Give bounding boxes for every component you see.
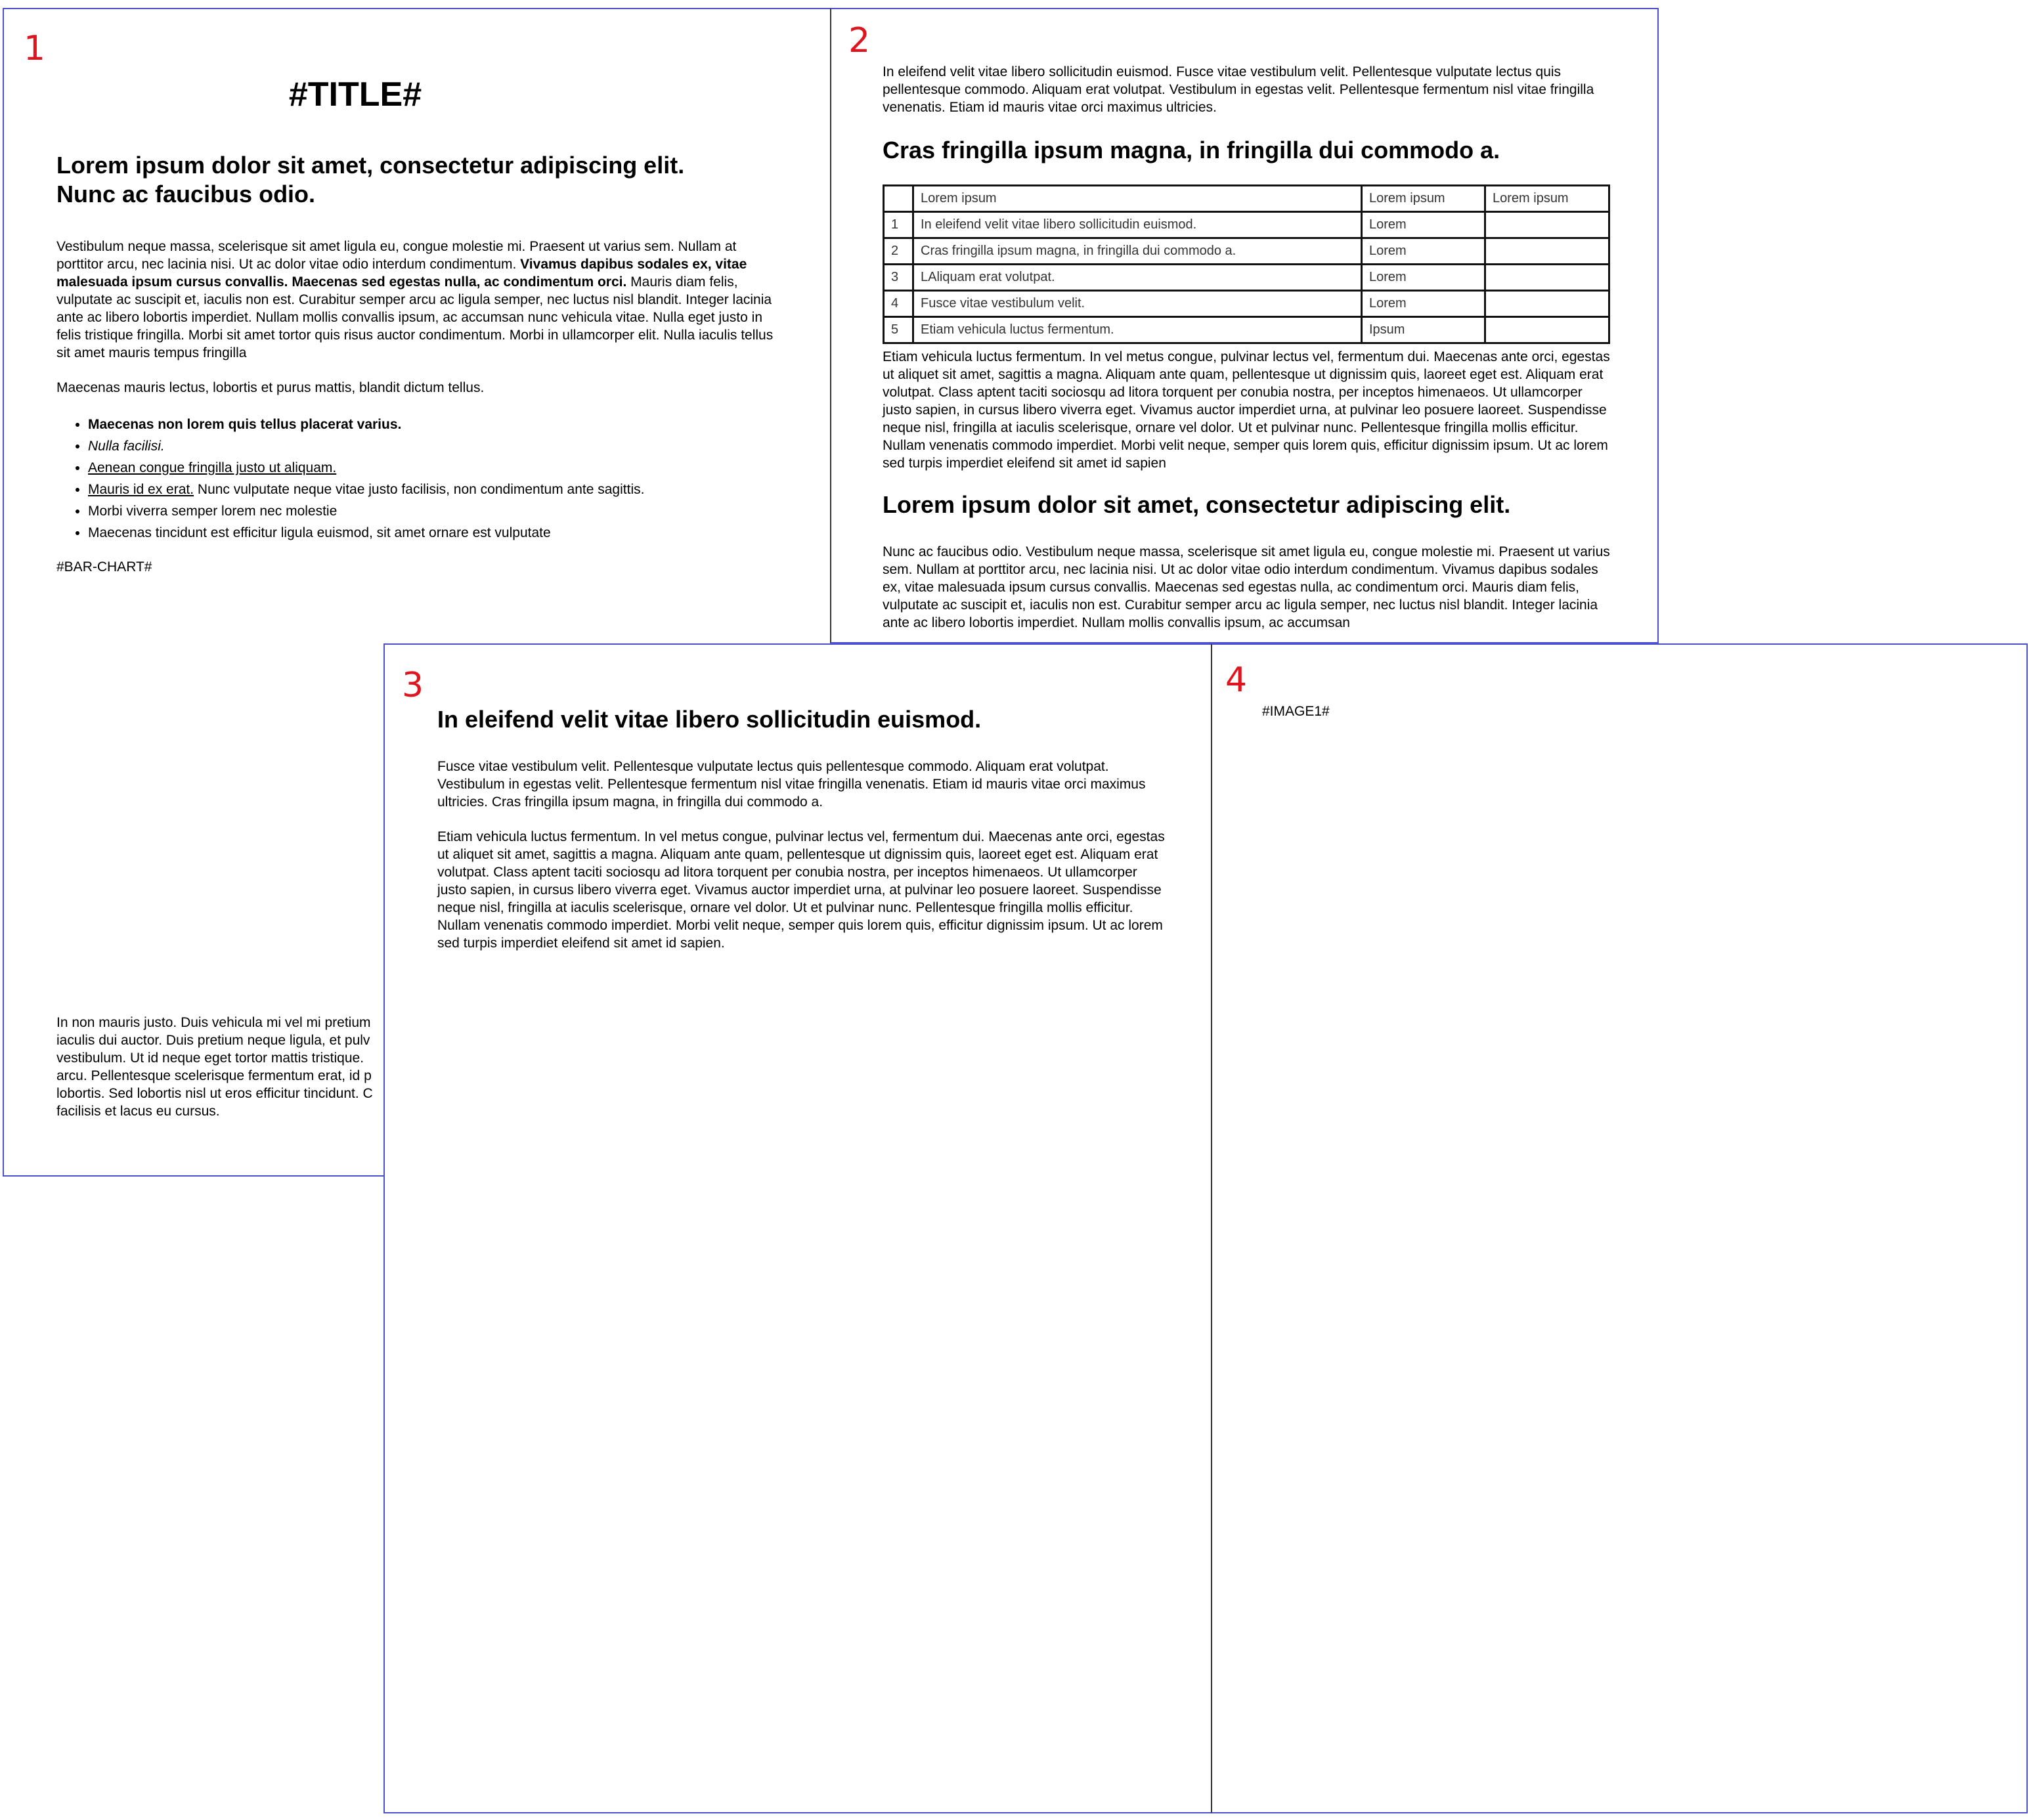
page-1-content — [56, 75, 785, 576]
document-title: #TITLE# — [288, 76, 422, 114]
bar-chart-placeholder: #BAR-CHART# — [56, 559, 152, 574]
paragraph: In eleifend velit vitae libero sollicitudin euismod. Fusce vitae vestibulum velit. Pellentesque vulputate lectus quis pellentesque commodo. Aliquam erat volutpat. Vestibulum in egestas velit. Pellentesque fermentum nisl vitae fringilla venenatis. Etiam id mauris vitae orci maximus ultricies. — [883, 64, 1594, 115]
list-item-text: Nunc vulputate neque vitae justo facilisis, non condimentum ante sagittis. — [194, 482, 645, 497]
table-header-cell — [884, 186, 913, 212]
table-cell: Lorem — [1362, 291, 1485, 317]
table-cell — [1485, 238, 1609, 265]
page-2-content — [883, 63, 1610, 643]
section-heading: Cras fringilla ipsum magna, in fringilla dui commodo a. — [883, 137, 1500, 163]
paragraph: Nunc ac faucibus odio. Vestibulum neque massa, scelerisque sit amet ligula eu, congue molestie mi. Praesent ut varius sem. Nullam at porttitor arcu, nec lacinia nisi. Ut ac dolor vitae odio interdum condimentum. Vivamus dapibus sodales ex, vitae malesuada ipsum cursus convallis. Maecenas sed egestas nulla, ac condimentum orci. Mauris diam felis, vulputate ac suscipit et, iaculis non est. Curabitur semper arcu ac ligula semper, nec luctus nisl blandit. Integer lacinia ante ac libero lobortis imperdiet. Nullam mollis convallis ipsum, ac accumsan — [883, 544, 1610, 630]
table-cell: Lorem — [1362, 238, 1485, 265]
data-table — [883, 184, 1610, 344]
table-row — [884, 317, 1609, 343]
table-header-cell: Lorem ipsum — [913, 186, 1362, 212]
table-cell — [1485, 265, 1609, 291]
table-row — [884, 212, 1609, 238]
table-cell: LAliquam erat volutpat. — [913, 265, 1362, 291]
heading-line-1: Lorem ipsum dolor sit amet, consectetur adipiscing elit. — [56, 152, 685, 179]
text-line: lobortis. Sed lobortis nisl ut eros efficitur tincidunt. C — [56, 1086, 373, 1101]
paragraph-text: Mauris diam felis, vulputate ac suscipit et, iaculis non est. Curabitur semper arcu ac ligula semper, nec luctus nisl blandit. Integer lacinia ante ac libero lobortis imperdiet. Nullam mollis convallis ipsum, ac accumsan nunc vehicula vitae. Nulla eget justo in felis tristique fringilla. Morbi sit amet tortor quis risus auctor condimentum. Morbi in ullamcorper elit. Nulla iaculis tellus sit amet mauris tempus fringilla — [56, 274, 774, 360]
table-header-cell: Lorem ipsum — [1485, 186, 1609, 212]
page-4-content — [1262, 703, 1919, 720]
paragraph: Etiam vehicula luctus fermentum. In vel metus congue, pulvinar lectus vel, fermentum dui. Maecenas ante orci, egestas ut aliquet sit amet, sagittis a magna. Aliquam ante quam, pellentesque ut dignissim quis, laoreet eget est. Aliquam erat volutpat. Class aptent taciti sociosqu ad litora torquent per conubia nostra, per inceptos himenaeos. Ut ullamcorper justo sapien, in cursus libero viverra eget. Vivamus auctor imperdiet urna, at pulvinar leo posuere laoreet. Suspendisse neque nisl, fringilla at iaculis scelerisque, ornare vel dolor. Ut et pulvinar nunc. Pellentesque fringilla mollis efficitur. Nullam venenatis commodo imperdiet. Morbi velit neque, semper quis lorem quis, efficitur dignissim ipsum. Ut ac lorem sed turpis imperdiet eleifend sit amet id sapien — [883, 349, 1610, 471]
table-cell — [1485, 317, 1609, 343]
table-cell: Lorem — [1362, 265, 1485, 291]
text-line: facilisis et lacus eu cursus. — [56, 1104, 220, 1119]
list-item: • Nulla facilisi. — [88, 435, 785, 457]
text-line: iaculis dui auctor. Duis pretium neque ligula, et pulv — [56, 1033, 370, 1048]
paragraph: Maecenas mauris lectus, lobortis et purus mattis, blandit dictum tellus. — [56, 380, 485, 395]
table-cell: Etiam vehicula luctus fermentum. — [913, 317, 1362, 343]
heading-line-2: Nunc ac faucibus odio. — [56, 181, 316, 207]
list-item — [88, 479, 785, 500]
table-cell: 3 — [884, 265, 913, 291]
page-number: 3 — [402, 666, 424, 705]
list-link[interactable]: Aenean congue fringilla justo ut aliquam. — [88, 460, 337, 475]
page-3-content — [437, 705, 1166, 969]
page-number: 1 — [24, 29, 46, 68]
table-header-row — [884, 186, 1609, 212]
image-placeholder: #IMAGE1# — [1262, 704, 1330, 719]
table-cell: 2 — [884, 238, 913, 265]
text-line: arcu. Pellentesque scelerisque fermentum erat, id p — [56, 1068, 372, 1083]
page-3 — [383, 643, 1215, 1813]
table-cell: Lorem — [1362, 212, 1485, 238]
list-item: • Maecenas non lorem quis tellus placerat varius. — [88, 414, 785, 435]
table-cell: Cras fringilla ipsum magna, in fringilla dui commodo a. — [913, 238, 1362, 265]
table-cell: Ipsum — [1362, 317, 1485, 343]
page-2 — [830, 8, 1659, 643]
table-cell: In eleifend velit vitae libero sollicitudin euismod. — [913, 212, 1362, 238]
section-heading — [56, 151, 785, 209]
table-cell — [1485, 291, 1609, 317]
page-number: 2 — [848, 21, 871, 60]
section-heading: Lorem ipsum dolor sit amet, consectetur adipiscing elit. — [883, 491, 1511, 518]
list-link[interactable]: Mauris id ex erat. — [88, 482, 194, 497]
list-item — [88, 457, 785, 479]
table-cell: Fusce vitae vestibulum velit. — [913, 291, 1362, 317]
page-number: 4 — [1225, 661, 1248, 700]
paragraph — [56, 238, 785, 362]
paragraph-text: Vestibulum neque massa, scelerisque sit amet ligula eu, congue molestie mi. Praesent ut varius sem. Nullam at porttitor arcu, nec lacinia nisi. Ut ac dolor vitae odio interdum condimentum. — [56, 239, 737, 272]
page-4 — [1211, 643, 2028, 1813]
text-line: vestibulum. Ut id neque eget tortor mattis tristique. — [56, 1051, 364, 1066]
table-cell: 5 — [884, 317, 913, 343]
bullet-list — [56, 414, 785, 544]
table-cell: 4 — [884, 291, 913, 317]
table-row — [884, 291, 1609, 317]
section-heading: In eleifend velit vitae libero sollicitudin euismod. — [437, 706, 982, 733]
table-row — [884, 238, 1609, 265]
table-cell: 1 — [884, 212, 913, 238]
text-line: In non mauris justo. Duis vehicula mi vel mi pretium — [56, 1015, 371, 1030]
list-item: • Maecenas tincidunt est efficitur ligula euismod, sit amet ornare est vulputate — [88, 522, 785, 544]
table-header-cell: Lorem ipsum — [1362, 186, 1485, 212]
table-cell — [1485, 212, 1609, 238]
paragraph: Fusce vitae vestibulum velit. Pellentesque vulputate lectus quis pellentesque commodo. Aliquam erat volutpat. Vestibulum in egestas velit. Pellentesque fermentum nisl vitae fringilla venenatis. Etiam id mauris vitae orci maximus ultricies. Cras fringilla ipsum magna, in fringilla dui commodo a. — [437, 759, 1146, 810]
list-item: • Morbi viverra semper lorem nec molestie — [88, 500, 785, 522]
paragraph-bold-text: Vivamus dapibus sodales ex, vitae malesuada ipsum cursus convallis. Maecenas sed egestas nulla, ac condimentum orci. — [56, 257, 747, 290]
paragraph: Etiam vehicula luctus fermentum. In vel metus congue, pulvinar lectus vel, fermentum dui. Maecenas ante orci, egestas ut aliquet sit amet, sagittis a magna. Aliquam ante quam, pellentesque ut dignissim quis, laoreet eget est. Aliquam erat volutpat. Class aptent taciti sociosqu ad litora torquent per conubia nostra, per inceptos himenaeos. Ut ullamcorper justo sapien, in cursus libero viverra eget. Vivamus auctor imperdiet urna, at pulvinar leo posuere laoreet. Suspendisse neque nisl, fringilla at iaculis scelerisque, ornare vel dolor. Ut et pulvinar nunc. Pellentesque fringilla mollis efficitur. Nullam venenatis commodo imperdiet. Morbi velit neque, semper quis lorem quis, efficitur dignissim ipsum. Ut ac lorem sed turpis imperdiet eleifend sit amet id sapien. — [437, 829, 1165, 951]
table-row — [884, 265, 1609, 291]
